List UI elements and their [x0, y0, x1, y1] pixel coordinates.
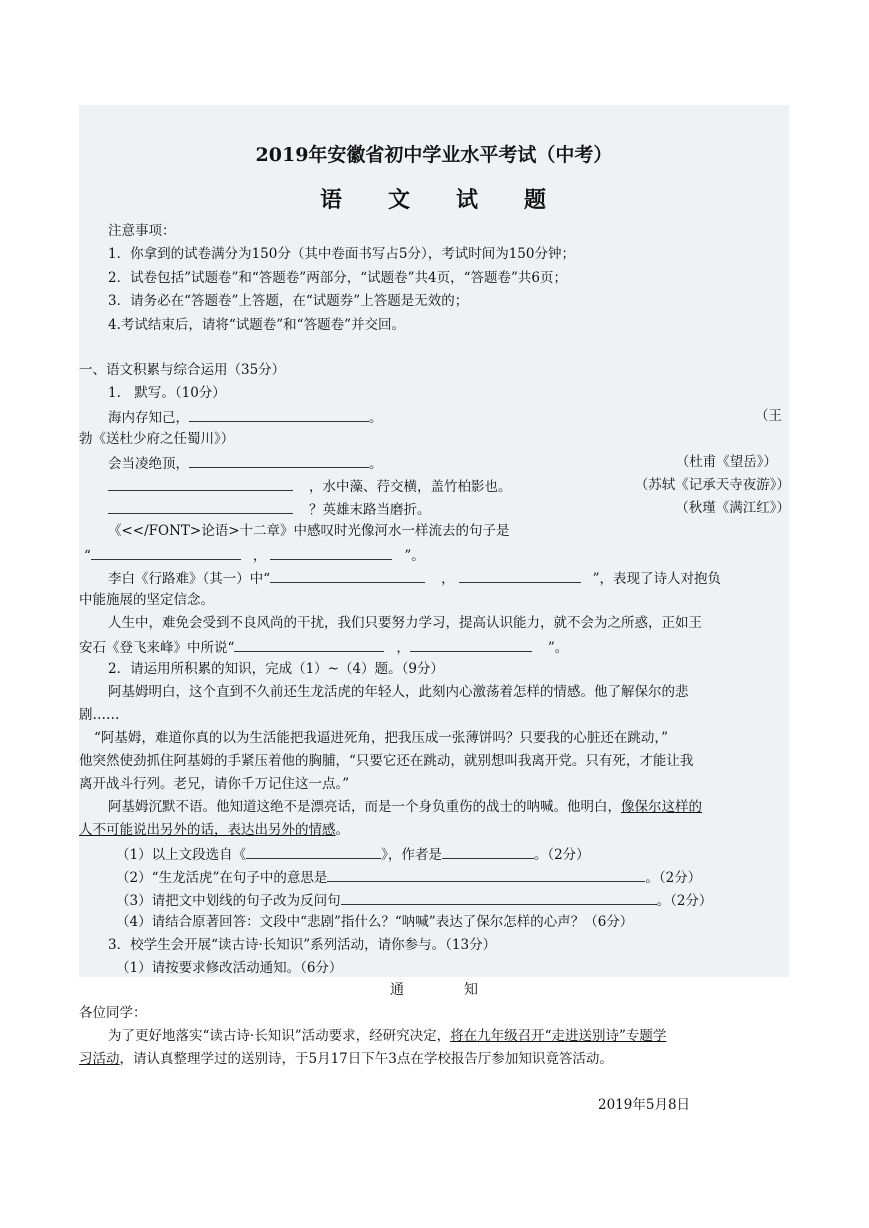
answer-blank[interactable] [270, 545, 392, 560]
question-text: 。（2分） [533, 847, 590, 863]
answer-blank[interactable] [341, 890, 657, 905]
quote-mark: ”。 [404, 548, 425, 564]
recite-line-2 [108, 453, 383, 473]
notice-date: 2019年5月8日 [598, 1097, 691, 1113]
passage-line [79, 821, 349, 839]
comma: ， [441, 571, 455, 587]
notice-body-line [79, 1050, 613, 1068]
recite-line-9: 人生中，难免会受到不良风尚的干扰，我们只要努力学习，提高认识能力，就不会为之所惑，正如王 [108, 615, 702, 631]
subtitle-char: 试 [456, 187, 481, 213]
answer-blank[interactable] [189, 453, 369, 468]
notice-text: 为了更好地落实“读古诗·长知识”活动要求，经研究决定， [108, 1028, 451, 1044]
exam-title: 2019年安徽省初中学业水平考试（中考） [255, 144, 613, 166]
sub-question-2 [116, 867, 701, 887]
passage-line: 离开战斗行列。老兄，请你千万记住这一点。” [79, 776, 350, 792]
quote-mark: “ [84, 548, 91, 564]
recite-source: （苏轼《记承天寺夜游》） [634, 477, 790, 493]
note-item: 1．你拿到的试卷满分为150分（其中卷面书写占5分），考试时间为150分钟； [108, 246, 575, 262]
underlined-sentence: 人不可能说出另外的话，表达出另外的情感 [79, 822, 336, 838]
recite-text: ”，表现了诗人对抱负 [592, 571, 722, 587]
passage-line: 他突然使劲抓住阿基姆的手紧压着他的胸脯，“只要它还在跳动，就别想叫我离开党。只有死，才能让我 [79, 753, 694, 769]
subtitle-char: 题 [524, 187, 549, 213]
notes-heading: 注意事项： [108, 223, 176, 239]
answer-blank[interactable] [246, 844, 381, 859]
question-3-label: 3．校学生会开展“读古诗·长知识”系列活动，请你参与。（13分） [108, 937, 497, 953]
recite-text: ？英雄末路当磨折。 [309, 502, 431, 518]
passage-line: 剧…… [79, 707, 120, 723]
recite-line-4 [108, 499, 431, 519]
comma: ， [252, 548, 267, 564]
recite-source: （王 [755, 408, 782, 424]
notice-title [79, 979, 789, 999]
sub-question-4: （4）请结合原著回答：文段中“悲剧”指什么？“呐喊”表达了保尔怎样的心声？（6分） [116, 914, 634, 930]
answer-blank[interactable] [108, 476, 293, 491]
answer-blank[interactable] [270, 568, 425, 583]
recite-source: （秋瑾《满江红》） [675, 500, 790, 516]
note-item: 4.考试结束后，请将“试题卷”和“答题卷”并交回。 [108, 317, 405, 333]
recite-line-3 [108, 476, 512, 496]
question-text: 。（2分） [656, 893, 713, 909]
sub-question-1: （1）请按要求修改活动通知。（6分） [116, 960, 343, 976]
passage-line: “阿基姆，难道你真的以为生活能把我逼进死角，把我压成一张薄饼吗？只要我的心脏还在跳动，” [94, 730, 669, 746]
question-1-label: 1. 默写。（10分） [108, 385, 226, 401]
question-text: 。（2分） [645, 870, 702, 886]
answer-blank[interactable] [410, 637, 532, 652]
answer-blank[interactable] [327, 867, 645, 882]
notice-greeting: 各位同学： [79, 1005, 147, 1021]
recite-line-8: 中能施展的坚定信念。 [79, 592, 214, 608]
recite-text: 会当凌绝顶， [108, 456, 189, 472]
recite-line-5: 《<</FONT>论语>十二章》中感叹时光像河水一样流去的句子是 [108, 523, 510, 539]
notice-body-line [108, 1027, 666, 1045]
answer-blank[interactable] [91, 545, 241, 560]
answer-blank[interactable] [459, 568, 581, 583]
answer-blank[interactable] [189, 407, 369, 422]
recite-line-1 [108, 407, 383, 427]
note-item: 2．试卷包括”试题卷”和“答题卷”两部分，“试题卷”共4页，“答题卷”共6页； [108, 270, 567, 286]
recite-text: ，水中藻、荇交横，盖竹柏影也。 [309, 479, 512, 495]
notice-title-char: 通 [390, 982, 404, 998]
sub-question-1 [116, 844, 590, 864]
recite-line-7 [108, 568, 721, 588]
question-text: （2）“生龙活虎”在句子中的意思是 [116, 870, 328, 886]
notice-title-char: 知 [464, 982, 478, 998]
answer-blank[interactable] [108, 499, 293, 514]
answer-blank[interactable] [234, 637, 384, 652]
question-text: 》，作者是 [381, 847, 442, 863]
question-text: （3）请把文中划线的句子改为反问句 [116, 893, 341, 909]
passage-line [108, 798, 702, 816]
passage-text: 。 [335, 822, 349, 838]
recite-line-6 [84, 545, 425, 565]
sub-question-3 [116, 890, 712, 910]
subtitle-char: 语 [319, 187, 344, 213]
question-text: （1）以上文段选自《 [116, 847, 247, 863]
recite-text: 李白《行路难》（其一）中“ [108, 571, 271, 587]
question-2-label: 2．请运用所积累的知识，完成（1）~（4）题。（9分） [108, 661, 444, 677]
recite-text: 安石《登飞来峰》中所说“ [79, 640, 235, 656]
recite-text: 。 [369, 456, 383, 472]
recite-source: （杜甫《望岳》） [675, 454, 777, 470]
section-heading: 一、语文积累与综合运用（35分） [79, 362, 286, 378]
underlined-phrase: 习活动 [79, 1051, 120, 1067]
comma: ， [396, 640, 410, 656]
recite-text: ”。 [547, 640, 569, 656]
passage-line: 阿基姆明白，这个直到不久前还生龙活虎的年轻人，此刻内心激荡着怎样的情感。他了解保尔的悲 [108, 684, 689, 700]
underlined-sentence: 像保尔这样的 [621, 799, 702, 815]
passage-text: 阿基姆沉默不语。他知道这绝不是漂亮话，而是一个身负重伤的战士的呐喊。他明白， [108, 799, 621, 815]
recite-source: 勃《送杜少府之任蜀川》） [79, 431, 235, 447]
note-item: 3．请务必在“答题卷”上答题，在“试题券”上答题是无效的； [108, 293, 469, 309]
answer-blank[interactable] [442, 844, 534, 859]
underlined-phrase: 将在九年级召开“走进送别诗”专题学 [450, 1028, 667, 1044]
notice-text: ，请认真整理学过的送别诗，于5月17日下午3点在学校报告厅参加知识竟答活动。 [119, 1051, 613, 1067]
recite-text: 。 [369, 410, 383, 426]
exam-subtitle [79, 183, 789, 214]
recite-text: 海内存知己， [108, 410, 189, 426]
subtitle-char: 文 [387, 187, 412, 213]
recite-line-10 [79, 637, 568, 657]
